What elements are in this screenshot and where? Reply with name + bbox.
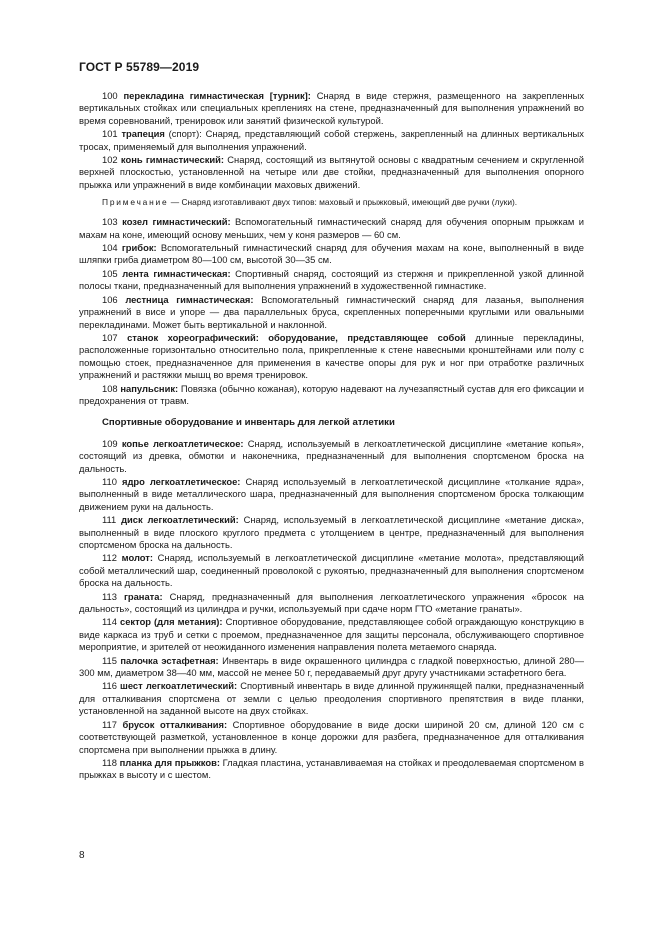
- term-entry: [79, 719, 584, 756]
- term-name: лестница гимнастическая:: [125, 293, 254, 305]
- term-entry: [79, 476, 584, 513]
- term-entry: [79, 216, 584, 241]
- term-number: 101: [102, 128, 118, 140]
- term-definition: Спортивное оборудование в виде доски шириной 20 см, длиной 120 см с соответствующей разметкой, установленное в конце дорожки для разбега, предназначенное для отталкивания спортсмена при выполнении прыжка в длину.: [79, 718, 584, 755]
- term-name: шест легкоатлетический:: [120, 680, 238, 692]
- term-number: 105: [102, 267, 118, 279]
- document-body: [79, 90, 584, 783]
- term-definition: Снаряд, предназначенный для выполнения легкоатлетического упражнения «бросок на дальность», состоящий из цилиндра и ручки, используемый при сдаче норм ГТО «метание гранаты».: [79, 590, 584, 615]
- term-name: копье легкоатлетическое:: [121, 437, 244, 449]
- term-number: 100: [102, 90, 118, 101]
- term-definition: Снаряд, используемый в легкоатлетической дисциплине «метание диска», выполненный в виде плоского круглого предмета с утолщением в центре, предназначенный для выполнения спортсменом броска на дальность.: [79, 514, 585, 550]
- term-name: брусок отталкивания:: [122, 718, 228, 730]
- term-definition: Вспомогательный гимнастический снаряд для обучения опорным прыжкам и махам на коне, имеющий основу меньших, чем у коня размеров — 60 см.: [79, 216, 585, 240]
- term-number: 117: [102, 718, 117, 730]
- term-number: 118: [102, 756, 117, 768]
- term-number: 106: [102, 293, 118, 305]
- note-text: — Снаряд изготавливают двух типов: маховый и прыжковый, имеющий две ручки (луки).: [168, 197, 518, 208]
- term-entry: [79, 383, 584, 408]
- term-name: палочка эстафетная:: [120, 654, 219, 666]
- term-name: ядро легкоатлетическое:: [121, 475, 241, 487]
- term-definition: Спортивный снаряд, состоящий из стержня и прикрепленной узкой длинной полосы ткани, предназначенный для выполнения упражнений в художественной гимнастике.: [79, 267, 584, 292]
- term-number: 109: [102, 437, 118, 449]
- term-name: диск легкоатлетический:: [121, 514, 239, 526]
- term-number: 107: [102, 331, 118, 343]
- term-definition: Снаряд, состоящий из вытянутой основы с квадратным сечением и скругленной верхней плоскостью, установленной на четыре или две стойки, предназначенный для выполнения опорного прыжка или упражнений в виде комбинации маховых движений.: [79, 154, 584, 190]
- section-title: Спортивные оборудование и инвентарь для легкой атлетики: [102, 417, 395, 429]
- term-definition: длинные перекладины, расположенные горизонтально относительно пола, прикрепленные к стене навесными кронштейнами или полу с помощью стоек, предназначенное для применения в качестве опоры для рук и ног при отработке различных упражнений и растяжки мышц во время тренировок.: [79, 331, 584, 381]
- term-number: 114: [102, 616, 117, 628]
- term-entry: [79, 552, 584, 589]
- entries-group-2: [79, 216, 584, 407]
- term-number: 113: [102, 590, 117, 602]
- term-number: 111: [102, 514, 117, 526]
- term-entry: [79, 655, 584, 680]
- term-name: конь гимнастический:: [120, 154, 225, 166]
- term-number: 112: [102, 552, 117, 564]
- term-name: граната:: [123, 590, 163, 602]
- term-name: станок хореографический: оборудование, представляющее собой: [127, 331, 466, 343]
- term-number: 116: [102, 680, 117, 692]
- term-definition: Гладкая пластина, устанавливаемая на стойках и преодолеваемая спортсменом в прыжках в высоту и с шестом.: [79, 756, 584, 781]
- entries-group-1: [79, 90, 584, 191]
- entries-group-3: [79, 438, 584, 782]
- term-definition: Вспомогательный гимнастический снаряд для обучения махам на коне, выполненный в виде шляпки гриба диаметром 80—100 см, высотой 30—35 см.: [79, 242, 585, 266]
- term-name: перекладина гимнастическая [турник]:: [123, 90, 311, 101]
- term-number: 104: [102, 242, 118, 254]
- term-name: трапеция: [121, 128, 165, 140]
- term-definition: Снаряд в виде стержня, размещенного на закрепленных вертикальных стойках или специальных креплениях на стене, предназначенный для выполнения упражнений во время соревнований, тренировок или занятий физической культурой.: [79, 90, 585, 126]
- term-entry: [79, 154, 584, 191]
- term-entry: [79, 514, 584, 551]
- note-label: Примечание: [102, 197, 169, 208]
- term-entry: [79, 757, 584, 782]
- term-name: лента гимнастическая:: [122, 267, 231, 279]
- term-number: 108: [102, 382, 118, 394]
- term-number: 115: [102, 654, 117, 666]
- term-name: напульсник:: [120, 382, 179, 394]
- note: [79, 197, 584, 208]
- term-definition: Снаряд используемый в легкоатлетической дисциплине «толкание ядра», выполненный в виде металлического шара, предназначенный для выполнения спортсменом броска толкающим движением руки на дальность.: [79, 475, 585, 512]
- term-entry: [79, 680, 584, 717]
- term-name: козел гимнастический:: [122, 216, 231, 228]
- term-definition: Спортивный инвентарь в виде длинной пружинящей палки, предназначенный для отталкивания спортсмена от земли с целью преодоления спортивного препятствия в виде планки, установленной на заданной высоте на двух стойках.: [79, 680, 584, 717]
- term-definition: (спорт): Снаряд, представляющий собой стержень, закрепленный на длинных вертикальных тросах, применяемый для выполнения упражнений.: [79, 128, 584, 152]
- page-number: 8: [79, 850, 85, 861]
- term-entry: [79, 616, 584, 653]
- term-entry: [79, 268, 584, 293]
- term-name: планка для прыжков:: [119, 756, 220, 768]
- term-entry: [79, 591, 584, 616]
- term-number: 110: [102, 475, 117, 487]
- term-entry: [79, 438, 584, 475]
- term-definition: Вспомогательный гимнастический снаряд для лазанья, выполнения упражнений в висе и упоре — два параллельных бруса, скрепленных поперечными круглыми или овальными перекладинами. Может быть вертикальной и наклонной.: [79, 293, 584, 330]
- term-definition: Повязка (обычно кожаная), которую надевают на лучезапястный сустав для его фиксации и предохранения от травм.: [79, 382, 584, 406]
- term-name: сектор (для метания):: [119, 616, 223, 628]
- term-name: молот:: [121, 552, 153, 564]
- term-entry: [79, 128, 584, 153]
- term-definition: Инвентарь в виде окрашенного цилиндра с гладкой поверхностью, длиной 280—300 мм, диаметром 38—40 мм, массой не менее 50 г, передаваемый друг другу участниками эстафетного бега.: [79, 654, 584, 679]
- term-entry: [79, 294, 584, 331]
- term-number: 102: [102, 154, 118, 166]
- term-entry: [79, 90, 584, 127]
- term-name: грибок:: [121, 242, 157, 254]
- term-entry: [79, 242, 584, 267]
- document-header: ГОСТ Р 55789—2019: [79, 60, 200, 74]
- term-number: 103: [102, 216, 118, 228]
- term-definition: Снаряд, используемый в легкоатлетической дисциплине «метание копья», состоящий из древка, обмотки и наконечника, предназначенный для выполнения спортсменом броска на дальность.: [79, 437, 584, 474]
- term-entry: [79, 332, 584, 382]
- term-definition: Спортивное оборудование, представляющее собой ограждающую конструкцию в виде каркаса из труб и сетки с проемом, предназначенное для защиты персонала, обслуживающего спортивное мероприятие, и зрителей от неожиданного изменения направления полета метаемого снаряда.: [79, 616, 584, 653]
- term-definition: Снаряд, используемый в легкоатлетической дисциплине «метание молота», представляющий собой металлический шар, соединенный проволокой с рукоятью, предназначенный для выполнения спортсменом броска на дальность.: [79, 552, 584, 589]
